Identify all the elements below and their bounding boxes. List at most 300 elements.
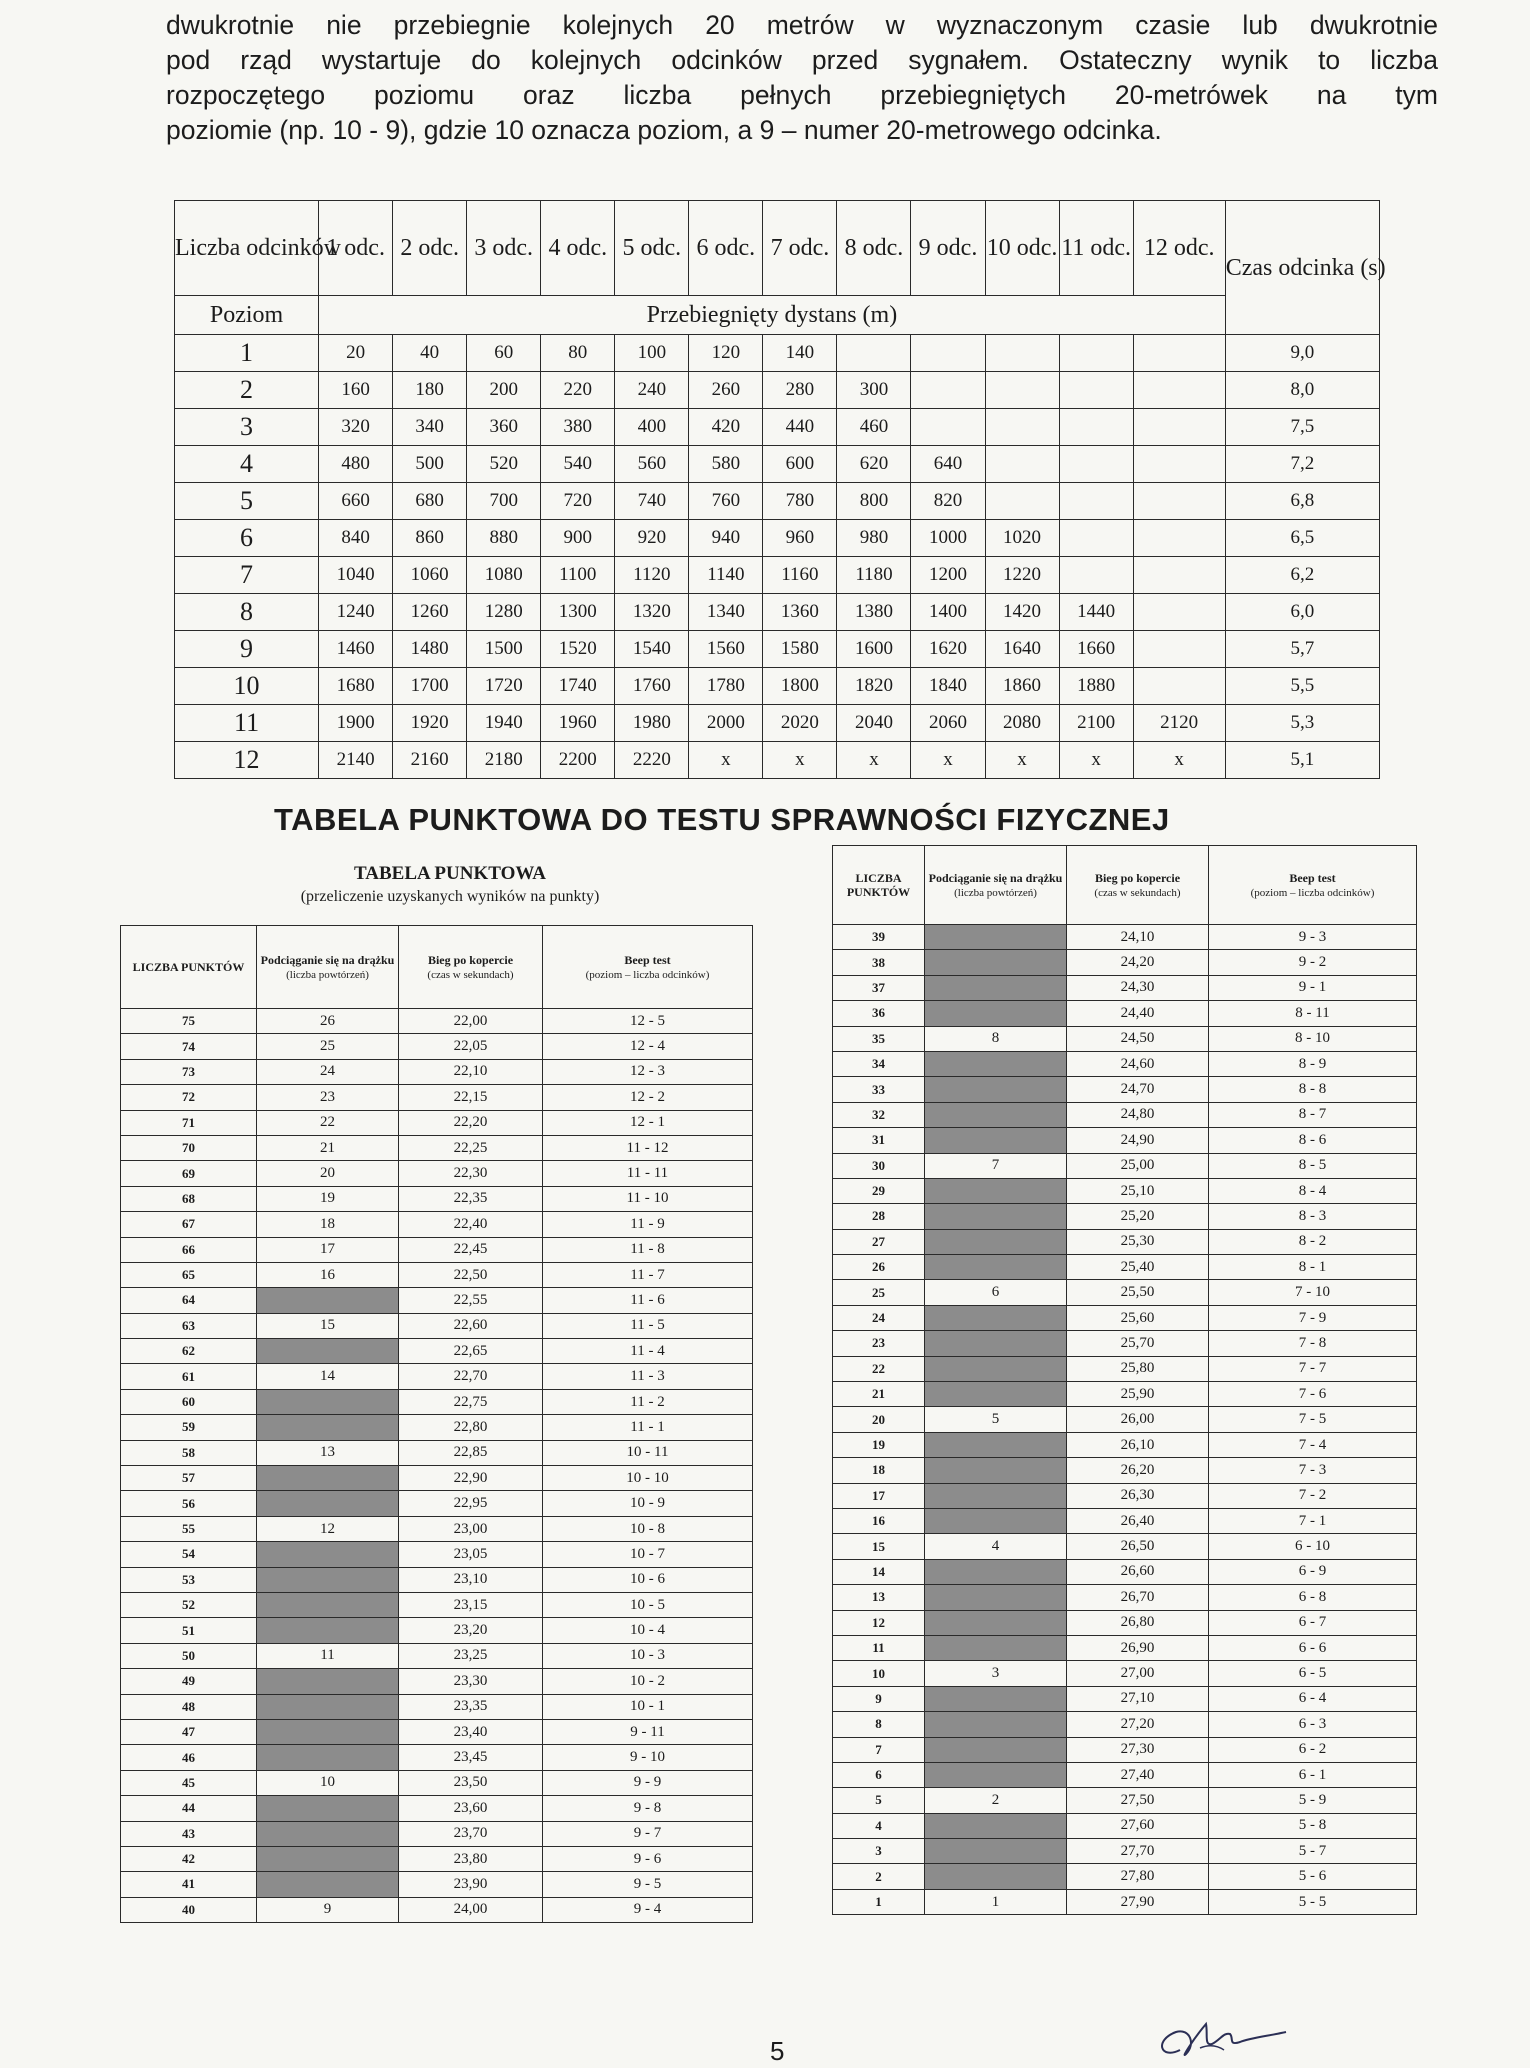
distance-cell: 940 xyxy=(689,520,763,557)
beep-result-cell: 6 - 7 xyxy=(1209,1610,1417,1635)
run-time-cell: 22,70 xyxy=(399,1364,543,1389)
beep-result-cell: 8 - 10 xyxy=(1209,1026,1417,1051)
points-cell: 20 xyxy=(833,1407,925,1432)
distance-cell: 1740 xyxy=(541,668,615,705)
points-cell: 61 xyxy=(121,1364,257,1389)
pullups-cell: 17 xyxy=(257,1237,399,1262)
points-row xyxy=(833,950,1417,975)
distance-cell: 560 xyxy=(615,446,689,483)
pullups-cell xyxy=(257,1846,399,1871)
beep-result-cell: 6 - 10 xyxy=(1209,1534,1417,1559)
segment-header: 5 odc. xyxy=(615,201,689,296)
level-row xyxy=(175,742,1380,779)
points-cell: 62 xyxy=(121,1339,257,1364)
pullups-cell xyxy=(257,1466,399,1491)
distance-cell xyxy=(1133,594,1225,631)
beep-result-cell: 7 - 7 xyxy=(1209,1356,1417,1381)
run-time-cell: 25,50 xyxy=(1067,1280,1209,1305)
points-cell: 70 xyxy=(121,1135,257,1160)
level-cell: 10 xyxy=(175,668,319,705)
level-cell: 6 xyxy=(175,520,319,557)
points-cell: 52 xyxy=(121,1592,257,1617)
beep-result-cell: 11 - 12 xyxy=(543,1135,753,1160)
distance-cell: 720 xyxy=(541,483,615,520)
points-row xyxy=(833,1458,1417,1483)
time-cell: 5,5 xyxy=(1225,668,1379,705)
beep-result-cell: 8 - 1 xyxy=(1209,1255,1417,1280)
distance-cell xyxy=(911,372,985,409)
segment-header: 2 odc. xyxy=(393,201,467,296)
pullups-cell xyxy=(257,1796,399,1821)
pullups-cell: 7 xyxy=(925,1153,1067,1178)
distance-cell: 1260 xyxy=(393,594,467,631)
distance-header: Przebiegnięty dystans (m) xyxy=(319,296,1226,335)
distance-cell: x xyxy=(911,742,985,779)
points-row xyxy=(833,1559,1417,1584)
pullups-cell: 21 xyxy=(257,1135,399,1160)
points-row xyxy=(121,1567,753,1592)
points-cell: 31 xyxy=(833,1128,925,1153)
points-cell: 50 xyxy=(121,1643,257,1668)
distance-cell xyxy=(1133,335,1225,372)
distance-cell: 1820 xyxy=(837,668,911,705)
points-cell: 12 xyxy=(833,1610,925,1635)
distance-cell: 1680 xyxy=(319,668,393,705)
points-row xyxy=(833,1077,1417,1102)
pullups-cell xyxy=(257,1821,399,1846)
distance-cell: 2080 xyxy=(985,705,1059,742)
pullups-header: Podciąganie się na drążku (liczba powtórzeń) xyxy=(257,926,399,1009)
points-cell: 59 xyxy=(121,1415,257,1440)
distance-cell xyxy=(1133,483,1225,520)
beep-result-cell: 9 - 9 xyxy=(543,1770,753,1795)
pullups-cell xyxy=(925,975,1067,1000)
pullups-cell: 13 xyxy=(257,1440,399,1465)
points-row xyxy=(833,925,1417,950)
distance-cell xyxy=(985,409,1059,446)
level-row xyxy=(175,372,1380,409)
distance-cell: 1000 xyxy=(911,520,985,557)
distance-cell: 880 xyxy=(467,520,541,557)
run-time-cell: 23,90 xyxy=(399,1872,543,1897)
distance-cell: 1760 xyxy=(615,668,689,705)
distance-cell: 300 xyxy=(837,372,911,409)
points-cell: 44 xyxy=(121,1796,257,1821)
points-cell: 66 xyxy=(121,1237,257,1262)
pullups-cell: 14 xyxy=(257,1364,399,1389)
beep-result-cell: 8 - 6 xyxy=(1209,1128,1417,1153)
points-cell: 18 xyxy=(833,1458,925,1483)
points-cell: 42 xyxy=(121,1846,257,1871)
points-cell: 24 xyxy=(833,1305,925,1330)
pullups-cell xyxy=(925,1813,1067,1838)
beep-result-cell: 6 - 2 xyxy=(1209,1737,1417,1762)
pullups-cell: 23 xyxy=(257,1085,399,1110)
distance-cell: 460 xyxy=(837,409,911,446)
level-row xyxy=(175,520,1380,557)
time-cell: 8,0 xyxy=(1225,372,1379,409)
points-row xyxy=(121,1821,753,1846)
run-time-cell: 25,10 xyxy=(1067,1178,1209,1203)
points-header: LICZBA PUNKTÓW xyxy=(121,926,257,1009)
level-cell: 9 xyxy=(175,631,319,668)
points-row xyxy=(121,1516,753,1541)
points-row xyxy=(833,1661,1417,1686)
pullups-cell xyxy=(925,1762,1067,1787)
beep-result-cell: 8 - 2 xyxy=(1209,1229,1417,1254)
pullups-cell xyxy=(925,1585,1067,1610)
distance-cell: 700 xyxy=(467,483,541,520)
beep-result-cell: 10 - 1 xyxy=(543,1694,753,1719)
points-row xyxy=(121,1135,753,1160)
distance-cell: 1380 xyxy=(837,594,911,631)
time-cell: 7,2 xyxy=(1225,446,1379,483)
run-time-cell: 25,20 xyxy=(1067,1204,1209,1229)
points-note: (przeliczenie uzyskanych wyników na punkty) xyxy=(300,888,600,905)
beep-result-cell: 11 - 6 xyxy=(543,1288,753,1313)
points-cell: 40 xyxy=(121,1897,257,1922)
run-time-cell: 22,05 xyxy=(399,1034,543,1059)
points-cell: 65 xyxy=(121,1262,257,1287)
run-time-cell: 25,40 xyxy=(1067,1255,1209,1280)
distance-cell: 60 xyxy=(467,335,541,372)
distance-cell xyxy=(985,483,1059,520)
distance-cell: 2000 xyxy=(689,705,763,742)
points-cell: 72 xyxy=(121,1085,257,1110)
beep-result-cell: 11 - 8 xyxy=(543,1237,753,1262)
points-row xyxy=(121,1466,753,1491)
points-cell: 75 xyxy=(121,1009,257,1034)
pullups-cell xyxy=(925,1001,1067,1026)
points-row xyxy=(833,1407,1417,1432)
distance-cell: 1580 xyxy=(763,631,837,668)
points-cell: 10 xyxy=(833,1661,925,1686)
pullups-cell xyxy=(925,1255,1067,1280)
level-cell: 3 xyxy=(175,409,319,446)
run-time-cell: 24,70 xyxy=(1067,1077,1209,1102)
points-row xyxy=(121,1415,753,1440)
run-time-cell: 26,70 xyxy=(1067,1585,1209,1610)
pullups-cell: 3 xyxy=(925,1661,1067,1686)
distance-cell: 1200 xyxy=(911,557,985,594)
points-cell: 69 xyxy=(121,1161,257,1186)
time-cell: 6,5 xyxy=(1225,520,1379,557)
run-time-cell: 23,10 xyxy=(399,1567,543,1592)
distance-cell: 1340 xyxy=(689,594,763,631)
pullups-cell xyxy=(925,1686,1067,1711)
run-time-cell: 27,30 xyxy=(1067,1737,1209,1762)
run-time-cell: 22,00 xyxy=(399,1009,543,1034)
pullups-cell: 25 xyxy=(257,1034,399,1059)
distance-cell: 1080 xyxy=(467,557,541,594)
pullups-cell xyxy=(925,1102,1067,1127)
points-cell: 47 xyxy=(121,1719,257,1744)
points-cell: 26 xyxy=(833,1255,925,1280)
beep-result-cell: 11 - 7 xyxy=(543,1262,753,1287)
points-cell: 9 xyxy=(833,1686,925,1711)
distance-cell: 2180 xyxy=(467,742,541,779)
points-row xyxy=(121,1389,753,1414)
distance-cell: x xyxy=(837,742,911,779)
run-time-cell: 22,10 xyxy=(399,1059,543,1084)
run-time-cell: 23,35 xyxy=(399,1694,543,1719)
distance-cell: 120 xyxy=(689,335,763,372)
points-row xyxy=(833,1382,1417,1407)
distance-cell: 1100 xyxy=(541,557,615,594)
pullups-cell: 5 xyxy=(925,1407,1067,1432)
points-cell: 25 xyxy=(833,1280,925,1305)
distance-cell: 2140 xyxy=(319,742,393,779)
points-row xyxy=(121,1364,753,1389)
beep-result-cell: 12 - 4 xyxy=(543,1034,753,1059)
beep-result-cell: 9 - 11 xyxy=(543,1719,753,1744)
time-cell: 6,8 xyxy=(1225,483,1379,520)
pullups-cell xyxy=(257,1288,399,1313)
beep-result-cell: 9 - 3 xyxy=(1209,925,1417,950)
points-row xyxy=(121,1186,753,1211)
pullups-cell xyxy=(925,1864,1067,1889)
distance-cell: x xyxy=(763,742,837,779)
points-row xyxy=(121,1745,753,1770)
distance-cell: 1500 xyxy=(467,631,541,668)
pullups-cell xyxy=(257,1618,399,1643)
distance-cell: 620 xyxy=(837,446,911,483)
segments-count-header: Liczba odcinków xyxy=(175,201,319,296)
run-time-cell: 27,00 xyxy=(1067,1661,1209,1686)
run-time-cell: 27,80 xyxy=(1067,1864,1209,1889)
distance-cell: 800 xyxy=(837,483,911,520)
distance-cell: 2200 xyxy=(541,742,615,779)
run-time-cell: 26,30 xyxy=(1067,1483,1209,1508)
run-time-cell: 23,45 xyxy=(399,1745,543,1770)
beep-result-cell: 7 - 10 xyxy=(1209,1280,1417,1305)
points-row xyxy=(833,1534,1417,1559)
distance-cell: 1220 xyxy=(985,557,1059,594)
points-row xyxy=(121,1440,753,1465)
beep-result-cell: 10 - 11 xyxy=(543,1440,753,1465)
points-cell: 48 xyxy=(121,1694,257,1719)
points-row xyxy=(121,1313,753,1338)
distance-cell: 200 xyxy=(467,372,541,409)
run-time-cell: 24,10 xyxy=(1067,925,1209,950)
distance-cell: 280 xyxy=(763,372,837,409)
pullups-cell xyxy=(925,1635,1067,1660)
distance-cell: 2160 xyxy=(393,742,467,779)
pullups-cell xyxy=(925,1712,1067,1737)
run-time-cell: 22,55 xyxy=(399,1288,543,1313)
points-cell: 73 xyxy=(121,1059,257,1084)
points-row xyxy=(121,1085,753,1110)
segment-header: 9 odc. xyxy=(911,201,985,296)
points-cell: 23 xyxy=(833,1331,925,1356)
pullups-cell xyxy=(257,1415,399,1440)
level-row xyxy=(175,409,1380,446)
points-row xyxy=(833,1712,1417,1737)
level-row xyxy=(175,631,1380,668)
points-row xyxy=(833,1839,1417,1864)
beep-result-cell: 11 - 10 xyxy=(543,1186,753,1211)
distance-cell: 240 xyxy=(615,372,689,409)
points-row xyxy=(833,1255,1417,1280)
pullups-cell: 11 xyxy=(257,1643,399,1668)
run-time-cell: 24,40 xyxy=(1067,1001,1209,1026)
pullups-cell: 16 xyxy=(257,1262,399,1287)
beep-test-level-table xyxy=(174,200,1386,779)
run-time-cell: 22,85 xyxy=(399,1440,543,1465)
pullups-cell xyxy=(925,1839,1067,1864)
points-row xyxy=(833,1585,1417,1610)
distance-cell: x xyxy=(689,742,763,779)
distance-cell: 520 xyxy=(467,446,541,483)
segment-header: 6 odc. xyxy=(689,201,763,296)
pullups-cell: 8 xyxy=(925,1026,1067,1051)
page-number: 5 xyxy=(770,2036,785,2066)
points-row xyxy=(833,1331,1417,1356)
distance-cell: 260 xyxy=(689,372,763,409)
points-table-left xyxy=(120,925,753,1923)
run-time-cell: 22,20 xyxy=(399,1110,543,1135)
distance-cell: x xyxy=(985,742,1059,779)
points-cell: 7 xyxy=(833,1737,925,1762)
run-time-cell: 22,15 xyxy=(399,1085,543,1110)
distance-cell: 180 xyxy=(393,372,467,409)
points-row xyxy=(121,1542,753,1567)
level-cell: 7 xyxy=(175,557,319,594)
run-time-cell: 23,15 xyxy=(399,1592,543,1617)
distance-cell: 320 xyxy=(319,409,393,446)
distance-cell: 1280 xyxy=(467,594,541,631)
beep-header: Beep test (poziom – liczba odcinków) xyxy=(1209,846,1417,925)
points-row xyxy=(121,1897,753,1922)
beep-result-cell: 12 - 5 xyxy=(543,1009,753,1034)
distance-cell: 1540 xyxy=(615,631,689,668)
beep-result-cell: 5 - 7 xyxy=(1209,1839,1417,1864)
points-row xyxy=(833,1610,1417,1635)
run-time-cell: 23,25 xyxy=(399,1643,543,1668)
beep-result-cell: 12 - 1 xyxy=(543,1110,753,1135)
beep-result-cell: 9 - 6 xyxy=(543,1846,753,1871)
beep-result-cell: 7 - 2 xyxy=(1209,1483,1417,1508)
points-row xyxy=(121,1237,753,1262)
distance-cell xyxy=(1059,520,1133,557)
distance-cell: 1060 xyxy=(393,557,467,594)
distance-cell: 1780 xyxy=(689,668,763,705)
pullups-cell: 2 xyxy=(925,1788,1067,1813)
distance-cell: 1800 xyxy=(763,668,837,705)
pullups-cell: 6 xyxy=(925,1280,1067,1305)
points-cell: 68 xyxy=(121,1186,257,1211)
beep-result-cell: 6 - 9 xyxy=(1209,1559,1417,1584)
distance-cell: 1160 xyxy=(763,557,837,594)
pullups-cell xyxy=(257,1567,399,1592)
beep-result-cell: 6 - 6 xyxy=(1209,1635,1417,1660)
level-cell: 4 xyxy=(175,446,319,483)
run-time-cell: 23,30 xyxy=(399,1669,543,1694)
distance-cell: 900 xyxy=(541,520,615,557)
points-cell: 39 xyxy=(833,925,925,950)
points-cell: 28 xyxy=(833,1204,925,1229)
run-time-cell: 24,80 xyxy=(1067,1102,1209,1127)
pullups-cell: 4 xyxy=(925,1534,1067,1559)
distance-cell: 1920 xyxy=(393,705,467,742)
segment-header: 11 odc. xyxy=(1059,201,1133,296)
run-time-cell: 23,50 xyxy=(399,1770,543,1795)
level-row xyxy=(175,705,1380,742)
run-time-cell: 23,40 xyxy=(399,1719,543,1744)
run-time-cell: 24,30 xyxy=(1067,975,1209,1000)
distance-cell: 440 xyxy=(763,409,837,446)
distance-cell: 1460 xyxy=(319,631,393,668)
level-header: Poziom xyxy=(175,296,319,335)
distance-cell: 600 xyxy=(763,446,837,483)
beep-result-cell: 6 - 8 xyxy=(1209,1585,1417,1610)
segment-header: 10 odc. xyxy=(985,201,1059,296)
distance-cell: 1960 xyxy=(541,705,615,742)
points-row xyxy=(121,1288,753,1313)
points-cell: 41 xyxy=(121,1872,257,1897)
distance-cell: 1520 xyxy=(541,631,615,668)
segment-time-header: Czas odcinka (s) xyxy=(1225,201,1379,335)
run-time-cell: 26,00 xyxy=(1067,1407,1209,1432)
beep-result-cell: 11 - 2 xyxy=(543,1389,753,1414)
intro-paragraph xyxy=(166,8,1438,148)
pullups-cell xyxy=(257,1491,399,1516)
distance-cell: 360 xyxy=(467,409,541,446)
level-cell: 2 xyxy=(175,372,319,409)
distance-cell xyxy=(1133,668,1225,705)
run-time-cell: 26,20 xyxy=(1067,1458,1209,1483)
beep-result-cell: 5 - 9 xyxy=(1209,1788,1417,1813)
level-cell: 11 xyxy=(175,705,319,742)
points-row xyxy=(121,1770,753,1795)
beep-result-cell: 6 - 1 xyxy=(1209,1762,1417,1787)
distance-cell: 1320 xyxy=(615,594,689,631)
points-row xyxy=(121,1212,753,1237)
beep-header: Beep test (poziom – liczba odcinków) xyxy=(543,926,753,1009)
points-row xyxy=(121,1110,753,1135)
pullups-cell xyxy=(257,1669,399,1694)
beep-result-cell: 5 - 6 xyxy=(1209,1864,1417,1889)
run-time-cell: 24,50 xyxy=(1067,1026,1209,1051)
beep-result-cell: 5 - 8 xyxy=(1209,1813,1417,1838)
beep-result-cell: 9 - 4 xyxy=(543,1897,753,1922)
points-row xyxy=(833,1204,1417,1229)
distance-cell: 2120 xyxy=(1133,705,1225,742)
points-cell: 55 xyxy=(121,1516,257,1541)
pullups-cell xyxy=(257,1592,399,1617)
level-row xyxy=(175,335,1380,372)
segment-header: 7 odc. xyxy=(763,201,837,296)
beep-result-cell: 9 - 7 xyxy=(543,1821,753,1846)
run-time-cell: 22,75 xyxy=(399,1389,543,1414)
distance-cell xyxy=(1133,372,1225,409)
pullups-cell: 24 xyxy=(257,1059,399,1084)
run-time-cell: 27,60 xyxy=(1067,1813,1209,1838)
pullups-cell xyxy=(925,1077,1067,1102)
points-row xyxy=(121,1161,753,1186)
pullups-cell xyxy=(925,1508,1067,1533)
points-row xyxy=(833,1483,1417,1508)
distance-cell: 140 xyxy=(763,335,837,372)
points-cell: 38 xyxy=(833,950,925,975)
pullups-cell xyxy=(925,1483,1067,1508)
distance-cell xyxy=(1059,335,1133,372)
run-time-cell: 26,80 xyxy=(1067,1610,1209,1635)
beep-result-cell: 11 - 1 xyxy=(543,1415,753,1440)
points-cell: 58 xyxy=(121,1440,257,1465)
points-cell: 5 xyxy=(833,1788,925,1813)
distance-cell: 500 xyxy=(393,446,467,483)
